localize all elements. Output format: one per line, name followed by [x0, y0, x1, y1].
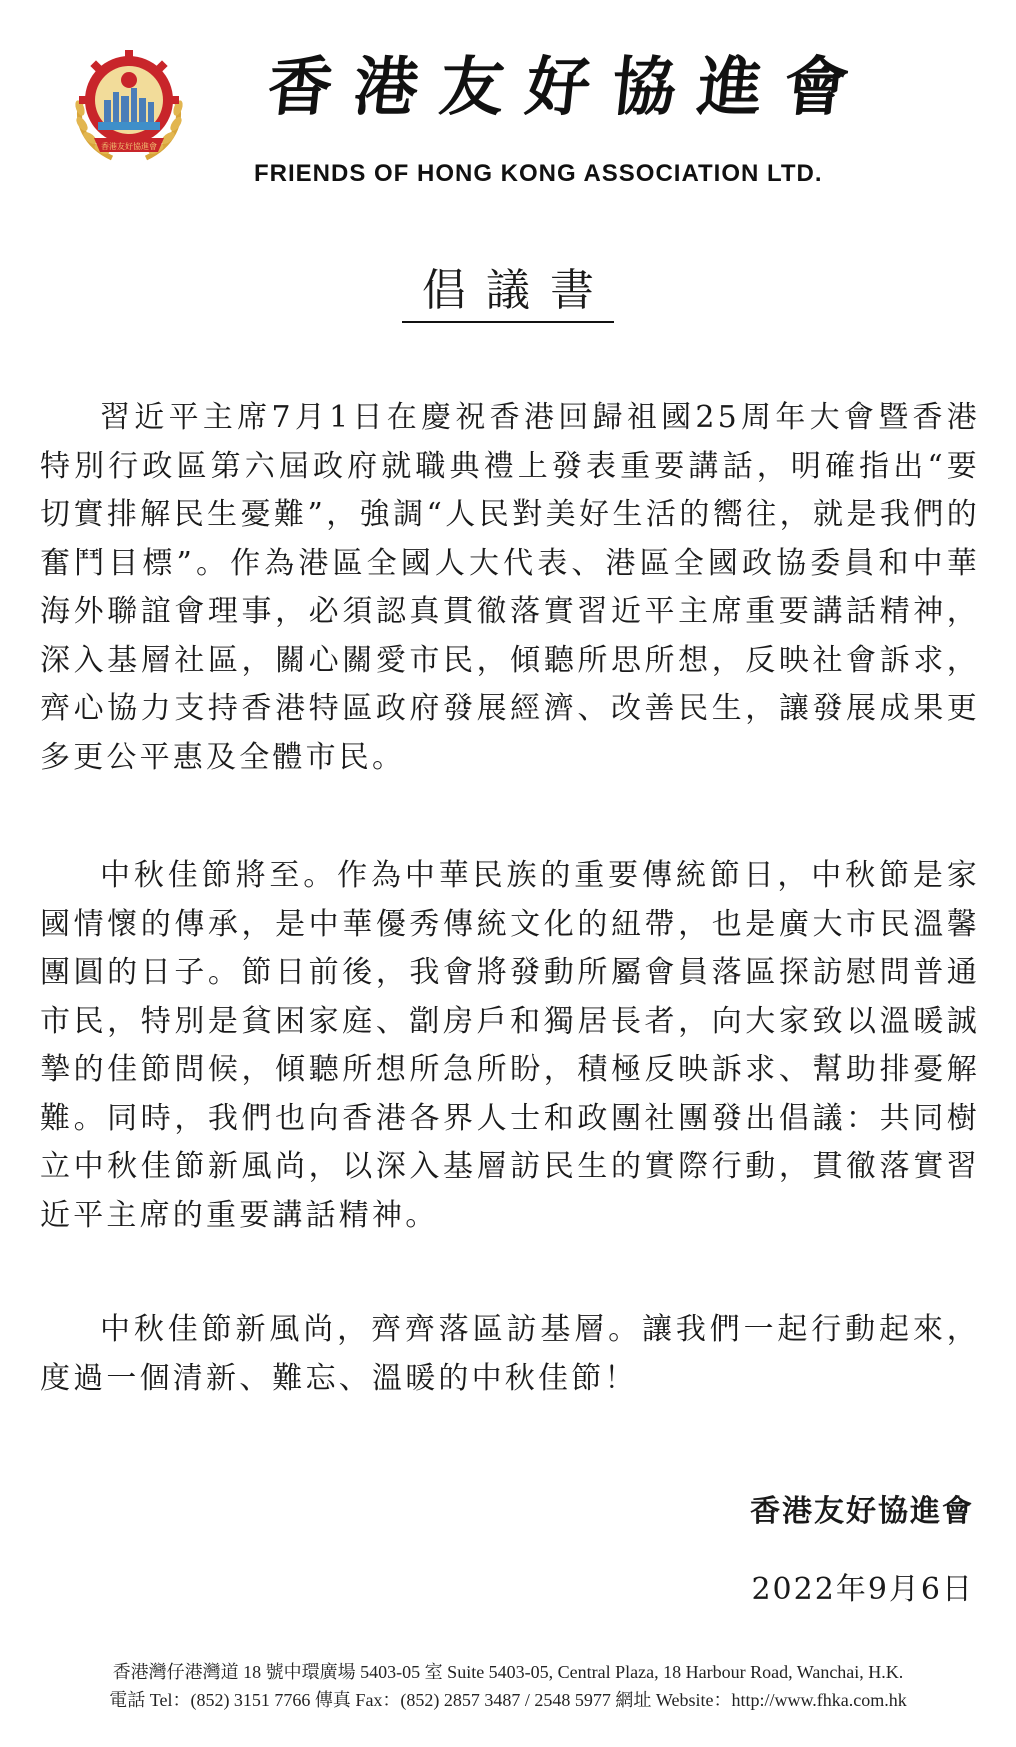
- footer-address: 香港灣仔港灣道 18 號中環廣場 5403-05 室 Suite 5403-05, Central Plaza, 18 Harbour Road, Wanchai, H.K.: [112, 1662, 904, 1682]
- footer-contact: 電話 Tel：(852) 3151 7766 傳真 Fax：(852) 2857 3487 / 2548 5977 網址 Website：http://www.fhka.com.hk: [109, 1690, 907, 1710]
- organization-name-english: FRIENDS OF HONG KONG ASSOCIATION LTD.: [254, 160, 823, 187]
- organization-name-chinese: 香港友好協進會: [264, 50, 874, 125]
- paragraph-3: [40, 1306, 980, 1403]
- paragraph-text: 習近平主席7月1日在慶祝香港回歸祖國25周年大會暨香港特別行政區第六屆政府就職典禮上發表重要講話，明確指出“要切實排解民生憂難”，強調“人民對美好生活的嚮往，就是我們的奮鬥目標”。作為港區全國人大代表、港區全國政協委員和中華海外聯誼會理事，必須認真貫徹落實習近平主席重要講話精神，深入基層社區，關心關愛市民，傾聽所思所想，反映社會訴求，齊心協力支持香港特區政府發展經濟、改善民生，讓發展成果更多更公平惠及全體市民。: [40, 400, 980, 775]
- document-title: 倡議書: [402, 266, 614, 323]
- emblem-banner-text: 香港友好協進會: [101, 142, 157, 151]
- paragraph-text: 中秋佳節將至。作為中華民族的重要傳統節日，中秋節是家國情懷的傳承，是中華優秀傳統文化的紐帶，也是廣大市民溫馨團圓的日子。節日前後，我會將發動所屬會員落區探訪慰問普通市民，特別是貧困家庭、劏房戶和獨居長者，向大家致以溫暖誠摯的佳節問候，傾聽所想所急所盼，積極反映訴求、幫助排憂解難。同時，我們也向香港各界人士和政團社團發出倡議：共同樹立中秋佳節新風尚，以深入基層訪民生的實際行動，貫徹落實習近平主席的重要講話精神。: [40, 858, 980, 1233]
- association-emblem-icon: [68, 42, 190, 168]
- document-title-wrapper: [0, 266, 1016, 323]
- paragraph-2: [40, 852, 980, 1240]
- paragraph-text: 中秋佳節新風尚，齊齊落區訪基層。讓我們一起行動起來，度過一個清新、難忘、溫暖的中秋佳節！: [40, 1312, 980, 1396]
- signature-date: 2022年9月6日: [751, 1572, 974, 1607]
- signature-organization: 香港友好協進會: [750, 1494, 974, 1529]
- paragraph-1: [40, 394, 980, 782]
